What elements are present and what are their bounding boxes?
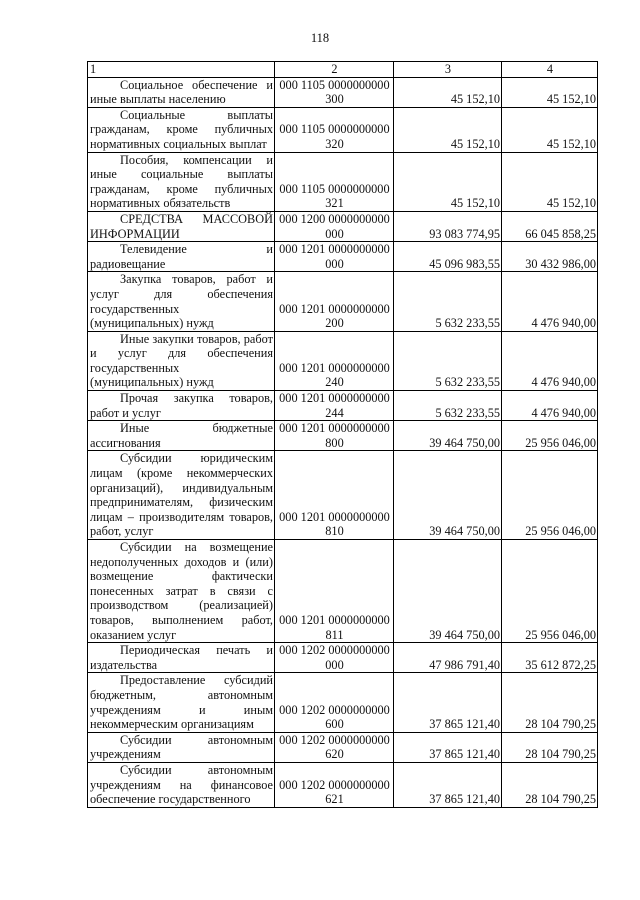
row-code-line: 000 1105 0000000000: [279, 77, 390, 92]
row-code-line: 000 1105 0000000000: [279, 181, 390, 196]
budget-table: [87, 61, 598, 808]
row-description-text: Закупка товаров, работ и услуг для обеспечения государственных (муниципальных) нужд: [90, 272, 273, 331]
row-amount-4: 4 476 940,00: [502, 272, 598, 331]
row-amount-3: 45 096 983,55: [394, 242, 502, 272]
row-code: [275, 107, 394, 152]
row-amount-3: 45 152,10: [394, 77, 502, 107]
row-code-line: 620: [325, 747, 344, 762]
row-code-line: 000 1200 0000000000: [279, 211, 390, 226]
row-code-line: 000 1201 0000000000: [279, 242, 390, 257]
row-code-line: 000 1202 0000000000: [279, 732, 390, 747]
row-amount-4: 35 612 872,25: [502, 643, 598, 673]
row-amount-3: 39 464 750,00: [394, 451, 502, 540]
row-description: [88, 272, 275, 331]
row-description: [88, 107, 275, 152]
row-description-text: Субсидии автономным учреждениям на финансовое обеспечение государственного: [90, 762, 273, 807]
row-amount-3: 45 152,10: [394, 152, 502, 211]
row-description-text: Пособия, компенсации и иные социальные выплаты гражданам, кроме публичных нормативных обязательств: [90, 152, 273, 211]
row-description-text: Иные закупки товаров, работ и услуг для обеспечения государственных (муниципальных) нужд: [90, 331, 273, 390]
row-description-text: Субсидии на возмещение недополученных доходов и (или) возмещение фактически понесенных затрат в связи с производством (реализацией) товаров, выполнением работ, оказанием услуг: [90, 540, 273, 642]
row-amount-4: 25 956 046,00: [502, 451, 598, 540]
table-row: [88, 762, 598, 807]
row-description: [88, 451, 275, 540]
row-code: [275, 643, 394, 673]
row-code-line: 000 1201 0000000000: [279, 391, 390, 406]
row-code: [275, 540, 394, 643]
row-description: [88, 643, 275, 673]
row-code: [275, 762, 394, 807]
row-description-text: Телевидение и радиовещание: [90, 242, 273, 271]
row-code: [275, 451, 394, 540]
row-amount-3: 37 865 121,40: [394, 673, 502, 732]
row-code-line: 240: [325, 375, 344, 390]
row-code-line: 321: [325, 196, 344, 211]
row-code-line: 000 1201 0000000000: [279, 509, 390, 524]
row-code-line: 000: [325, 256, 344, 271]
row-description: [88, 673, 275, 732]
row-description: [88, 242, 275, 272]
row-description: [88, 732, 275, 762]
row-code-line: 000 1201 0000000000: [279, 360, 390, 375]
row-code-line: 810: [325, 524, 344, 539]
row-amount-4: 30 432 986,00: [502, 242, 598, 272]
row-code-line: 000 1202 0000000000: [279, 702, 390, 717]
row-code: [275, 272, 394, 331]
table-row: [88, 272, 598, 331]
column-header-3: 3: [394, 62, 502, 78]
row-amount-4: 28 104 790,25: [502, 762, 598, 807]
row-code-line: 600: [325, 717, 344, 732]
row-description: [88, 211, 275, 241]
table-row: [88, 451, 598, 540]
row-code-line: 000 1201 0000000000: [279, 421, 390, 436]
row-code-line: 000 1105 0000000000: [279, 122, 390, 137]
row-amount-4: 45 152,10: [502, 77, 598, 107]
row-code: [275, 673, 394, 732]
row-description-text: Предоставление субсидий бюджетным, автономным учреждениям и иным некоммерческим организациям: [90, 673, 273, 732]
row-amount-4: 4 476 940,00: [502, 331, 598, 390]
row-description: [88, 77, 275, 107]
row-code-line: 621: [325, 792, 344, 807]
row-description-text: Прочая закупка товаров, работ и услуг: [90, 391, 273, 420]
table-row: [88, 331, 598, 390]
row-code-line: 244: [325, 405, 344, 420]
table-row: [88, 673, 598, 732]
row-code-line: 800: [325, 435, 344, 450]
row-description-text: Периодическая печать и издательства: [90, 643, 273, 672]
row-code: [275, 77, 394, 107]
table-row: [88, 732, 598, 762]
row-amount-3: 5 632 233,55: [394, 331, 502, 390]
row-amount-4: 28 104 790,25: [502, 673, 598, 732]
column-header-2: 2: [275, 62, 394, 78]
row-amount-3: 37 865 121,40: [394, 762, 502, 807]
column-header-1: 1: [88, 62, 275, 78]
row-amount-3: 39 464 750,00: [394, 540, 502, 643]
row-description-text: Субсидии автономным учреждениям: [90, 732, 273, 762]
row-amount-3: 39 464 750,00: [394, 421, 502, 451]
row-description: [88, 391, 275, 421]
row-description-text: Иные бюджетные ассигнования: [90, 421, 273, 450]
row-code: [275, 421, 394, 451]
row-amount-4: 4 476 940,00: [502, 391, 598, 421]
row-code: [275, 732, 394, 762]
table-row: [88, 107, 598, 152]
table-row: [88, 391, 598, 421]
table-row: [88, 211, 598, 241]
budget-table-body: [88, 62, 598, 808]
row-code-line: 000 1201 0000000000: [279, 612, 390, 627]
row-description: [88, 540, 275, 643]
row-amount-4: 25 956 046,00: [502, 540, 598, 643]
row-code: [275, 211, 394, 241]
row-code-line: 000 1202 0000000000: [279, 777, 390, 792]
row-code-line: 000: [325, 226, 344, 241]
row-code-line: 000 1202 0000000000: [279, 643, 390, 658]
table-row: [88, 421, 598, 451]
table-row: [88, 242, 598, 272]
row-description: [88, 152, 275, 211]
row-description-text: Социальные выплаты гражданам, кроме публичных нормативных социальных выплат: [90, 107, 273, 151]
row-code-line: 811: [325, 627, 344, 642]
row-amount-4: 45 152,10: [502, 152, 598, 211]
row-description-text: Социальное обеспечение и иные выплаты населению: [90, 77, 273, 107]
row-amount-3: 37 865 121,40: [394, 732, 502, 762]
column-header-row: [88, 62, 598, 78]
row-code-line: 320: [325, 136, 344, 151]
table-row: [88, 152, 598, 211]
row-description-text: Субсидии юридическим лицам (кроме некоммерческих организаций), индивидуальным предпринимателям, физическим лицам – производителям товаров, работ, услуг: [90, 451, 273, 539]
row-description-text: СРЕДСТВА МАССОВОЙ ИНФОРМАЦИИ: [90, 211, 273, 241]
row-code: [275, 391, 394, 421]
row-amount-3: 45 152,10: [394, 107, 502, 152]
row-code-line: 300: [325, 92, 344, 107]
page-number: 118: [310, 31, 330, 45]
row-code: [275, 331, 394, 390]
column-header-4: 4: [502, 62, 598, 78]
row-code: [275, 242, 394, 272]
row-description: [88, 331, 275, 390]
row-amount-4: 25 956 046,00: [502, 421, 598, 451]
row-amount-3: 47 986 791,40: [394, 643, 502, 673]
row-amount-4: 66 045 858,25: [502, 211, 598, 241]
row-amount-4: 45 152,10: [502, 107, 598, 152]
table-row: [88, 540, 598, 643]
row-amount-4: 28 104 790,25: [502, 732, 598, 762]
row-description: [88, 762, 275, 807]
row-amount-3: 93 083 774,95: [394, 211, 502, 241]
row-code-line: 000: [325, 657, 344, 672]
table-row: [88, 77, 598, 107]
table-row: [88, 643, 598, 673]
row-code: [275, 152, 394, 211]
row-amount-3: 5 632 233,55: [394, 272, 502, 331]
row-amount-3: 5 632 233,55: [394, 391, 502, 421]
row-code-line: 000 1201 0000000000: [279, 301, 390, 316]
row-description: [88, 421, 275, 451]
row-code-line: 200: [325, 316, 344, 331]
